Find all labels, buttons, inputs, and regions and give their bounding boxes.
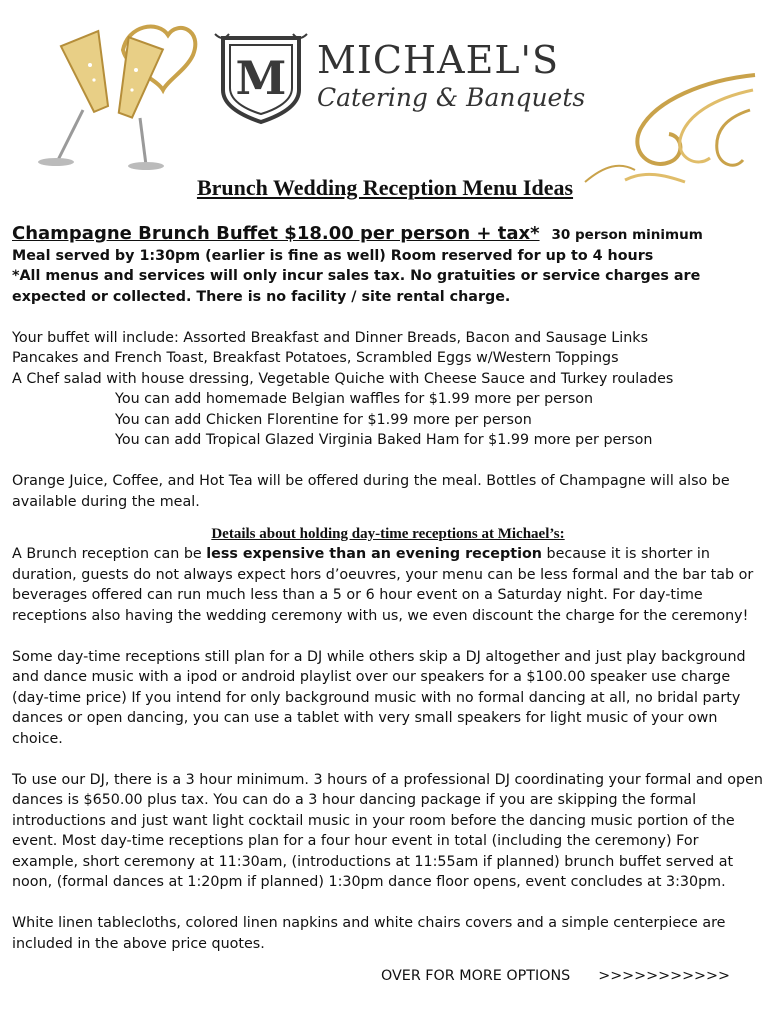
details-intro bbox=[12, 544, 764, 626]
buffet-addon: You can add Chicken Florentine for $1.99 more per person bbox=[115, 411, 532, 428]
footer-label: OVER FOR MORE OPTIONS bbox=[381, 968, 571, 984]
intro-text: A Brunch reception can be bbox=[12, 546, 207, 562]
dj-paragraph: To use our DJ, there is a 3 hour minimum. 3 hours of a professional DJ coordinating your formal and open dances is $650.00 plus tax. You can do a 3 hour dancing package if you are skipping the formal introductions and just want light cocktail music in your room before the dancing music portion of the event. Most day-time receptions plan for a four hour event in total (including the ceremony) For example, short ceremony at 11:30am, (introductions at 11:55am if planned) brunch buffet served at noon, (formal dances at 1:20pm if planned) 1:30pm dance floor opens, event concludes at 3:30pm. bbox=[12, 771, 763, 890]
buffet-addon: You can add homemade Belgian waffles for $1.99 more per person bbox=[115, 391, 594, 407]
logo-tagline: Catering & Banquets bbox=[317, 83, 586, 112]
offer-heading-line bbox=[12, 224, 764, 246]
offer-minimum: 30 person minimum bbox=[551, 227, 703, 243]
intro-text-end: because it is shorter in duration, guests do not always expect hors d’oeuvres, your menu can be less formal and the bar tab or beverages offered can run much less than a 5 or 6 hour event on a Saturday night. For day-time receptions also having the wedding ceremony with us, we even discount the charge for the ceremony! bbox=[12, 546, 754, 624]
footer bbox=[12, 966, 764, 987]
linens-paragraph: White linen tablecloths, colored linen napkins and white chairs covers and a simple centerpiece are included in the above price quotes. bbox=[12, 915, 726, 952]
offer-line-1: Meal served by 1:30pm (earlier is fine as well) Room reserved for up to 4 hours bbox=[12, 247, 654, 264]
offer-title: Champagne Brunch Buffet $18.00 per person + tax* bbox=[12, 223, 540, 244]
page-title: Brunch Wedding Reception Menu Ideas bbox=[196, 175, 574, 200]
champagne-glasses-icon bbox=[28, 10, 203, 170]
music-paragraph: Some day-time receptions still plan for a DJ while others skip a DJ altogether and just play background and dance music with a ipod or android playlist over our speakers for a $100.00 speaker use charge (day-time price) If you intend for only background music with no formal dancing at all, no bridal party dances or open dancing, you can use a tablet with very small speakers for light music of your own choice. bbox=[12, 648, 746, 747]
footer-arrows: >>>>>>>>>>> bbox=[598, 968, 730, 984]
beverages-paragraph: Orange Juice, Coffee, and Hot Tea will be offered during the meal. Bottles of Champagne will also be available during the meal. bbox=[12, 473, 730, 510]
buffet-addon: You can add Tropical Glazed Virginia Baked Ham for $1.99 more per person bbox=[115, 432, 653, 448]
buffet-line: Pancakes and French Toast, Breakfast Potatoes, Scrambled Eggs w/Western Toppings bbox=[12, 350, 619, 366]
buffet-line: Your buffet will include: Assorted Breakfast and Dinner Breads, Bacon and Sausage Links bbox=[12, 329, 649, 346]
details-heading: Details about holding day-time receptions at Michael’s: bbox=[211, 526, 565, 542]
document-body bbox=[12, 224, 764, 987]
logo-crest-icon bbox=[213, 30, 309, 126]
logo-name: MICHAEL'S bbox=[317, 38, 560, 82]
offer-line-2: *All menus and services will only incur sales tax. No gratuities or service charges are expected or collected. There is no facility / site rental charge. bbox=[12, 268, 701, 305]
header bbox=[0, 0, 770, 170]
gold-swirl-icon bbox=[565, 70, 760, 185]
intro-emphasis: less expensive than an evening reception bbox=[206, 546, 542, 562]
buffet-line: A Chef salad with house dressing, Vegetable Quiche with Cheese Sauce and Turkey roulades bbox=[12, 370, 674, 387]
logo-letter: M bbox=[235, 51, 287, 105]
